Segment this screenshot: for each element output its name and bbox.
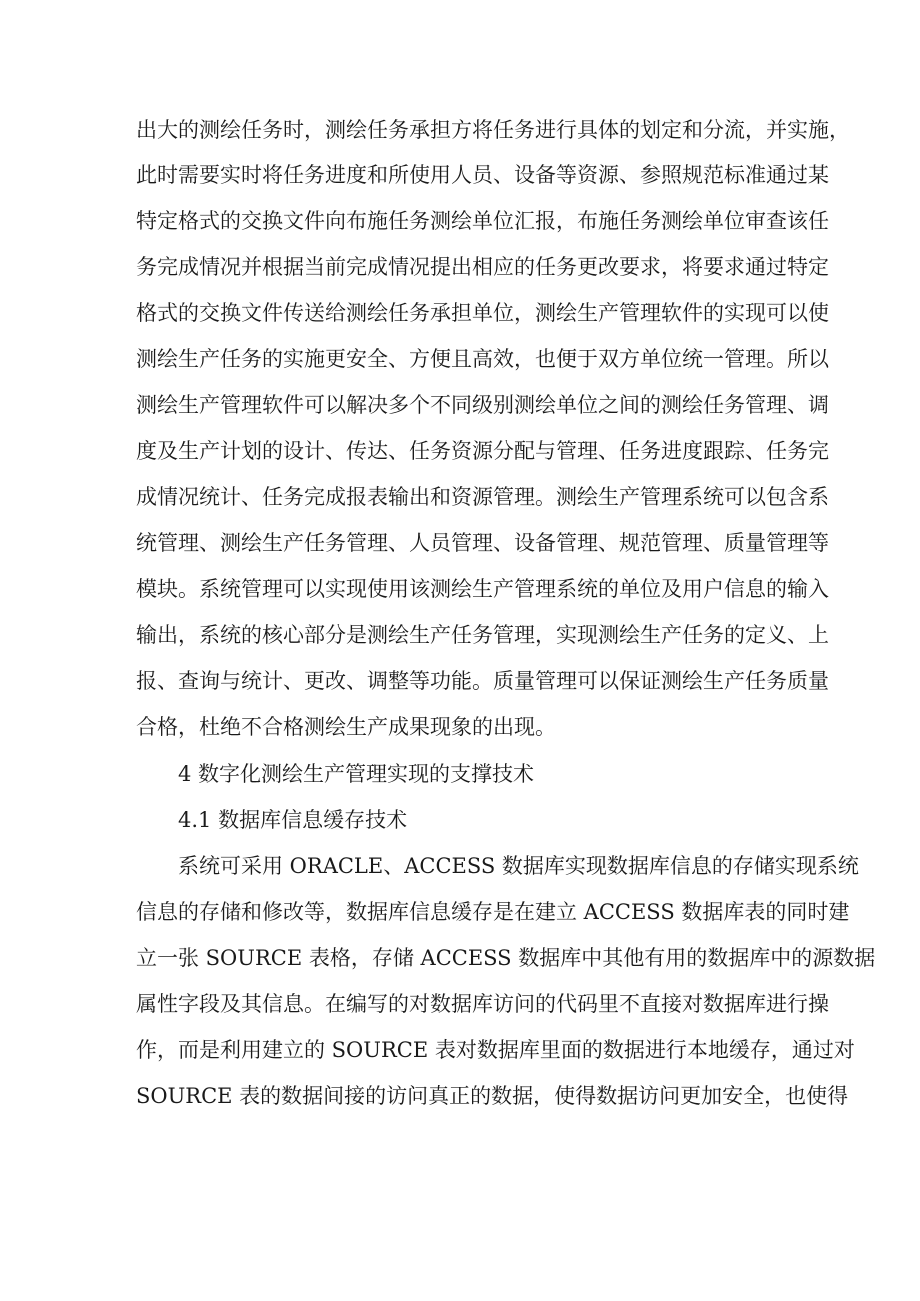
paragraph-1-line-7: 测绘生产管理软件可以解决多个不同级别测绘单位之间的测绘任务管理、调 [136, 393, 829, 417]
paragraph-1-line-1: 出大的测绘任务时，测绘任务承担方将任务进行具体的划定和分流，并实施， [136, 118, 850, 142]
paragraph-2-line-2: 信息的存储和修改等，数据库信息缓存是在建立 ACCESS 数据库表的同时建 [136, 900, 850, 924]
section-heading-4-1: 4.1 数据库信息缓存技术 [178, 808, 408, 832]
paragraph-2-line-4: 属性字段及其信息。在编写的对数据库访问的代码里不直接对数据库进行操 [136, 992, 829, 1016]
paragraph-1-line-14: 合格，杜绝不合格测绘生产成果现象的出现。 [136, 715, 556, 739]
paragraph-2-line-3: 立一张 SOURCE 表格，存储 ACCESS 数据库中其他有用的数据库中的源数据 [136, 946, 876, 970]
section-heading-4: 4 数字化测绘生产管理实现的支撑技术 [178, 762, 535, 786]
paragraph-1-line-8: 度及生产计划的设计、传达、任务资源分配与管理、任务进度跟踪、任务完 [136, 439, 829, 463]
paragraph-1-line-4: 务完成情况并根据当前完成情况提出相应的任务更改要求，将要求通过特定 [136, 255, 829, 279]
paragraph-1-line-11: 模块。系统管理可以实现使用该测绘生产管理系统的单位及用户信息的输入 [136, 577, 829, 601]
paragraph-1-line-6: 测绘生产任务的实施更安全、方便且高效，也便于双方单位统一管理。所以 [136, 347, 829, 371]
paragraph-2-line-5: 作，而是利用建立的 SOURCE 表对数据库里面的数据进行本地缓存，通过对 [136, 1038, 855, 1062]
paragraph-1-line-13: 报、查询与统计、更改、调整等功能。质量管理可以保证测绘生产任务质量 [136, 669, 829, 693]
paragraph-1-line-12: 输出，系统的核心部分是测绘生产任务管理，实现测绘生产任务的定义、上 [136, 623, 829, 647]
paragraph-1-line-5: 格式的交换文件传送给测绘任务承担单位，测绘生产管理软件的实现可以使 [136, 301, 829, 325]
paragraph-2-line-1: 系统可采用 ORACLE、ACCESS 数据库实现数据库信息的存储实现系统 [178, 854, 859, 878]
paragraph-1-line-3: 特定格式的交换文件向布施任务测绘单位汇报，布施任务测绘单位审查该任 [136, 209, 829, 233]
paragraph-1-line-2: 此时需要实时将任务进度和所使用人员、设备等资源、参照规范标准通过某 [136, 163, 829, 187]
paragraph-2-line-6: SOURCE 表的数据间接的访问真正的数据，使得数据访问更加安全，也使得 [136, 1084, 849, 1108]
paragraph-1-line-9: 成情况统计、任务完成报表输出和资源管理。测绘生产管理系统可以包含系 [136, 485, 829, 509]
paragraph-1-line-10: 统管理、测绘生产任务管理、人员管理、设备管理、规范管理、质量管理等 [136, 531, 829, 555]
